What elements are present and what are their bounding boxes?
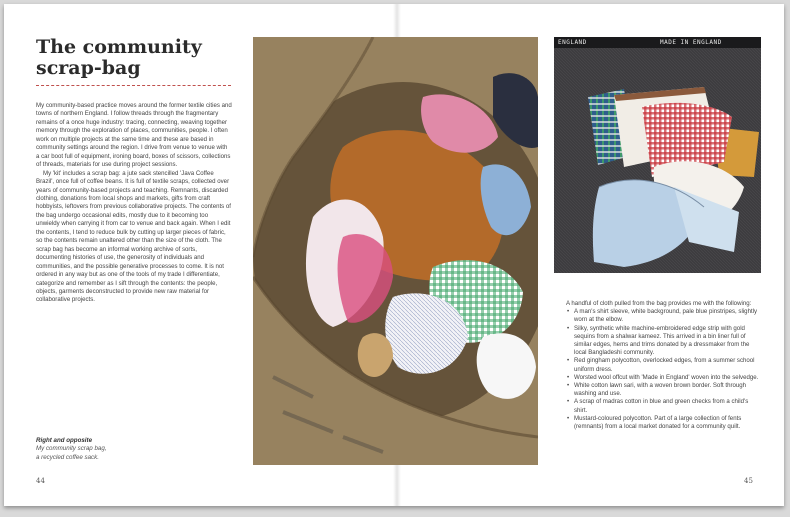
paragraph-2: My 'kit' includes a scrap bag: a jute sack stencilled 'Java Coffee Brazil', once full of coffee beans. It is full of textile scraps, collected over years of community-based projects and teaching. Remnants, discarded clothing, donations from local shops and markets, gifts from craft hobbyists, leftovers from previous collaborative projects. The contents of the bag undergo occasional edits, mostly due to it becoming too unwieldy when carrying it from car to venue and back again. When I edit the contents, I tend to reduce bulk by cutting up larger pieces of fabric, so the contents remain unaltered other than the size of the cloth. The scrap bag has become an informal working archive of sorts, documenting histories of use, the generosity of individuals and communities, and the possible generative processes to come. It is not ordered in any way but as one of the tools of my trade I differentiate, categorize and remember as I sift through the contents: the people, objects, garments deconstructed to provide new raw material for collaborative projects.	[36, 169, 231, 304]
list-item: • Silky, synthetic white machine-embroidered edge strip with gold sequins from a shalwar kameez. This arrived in a bin liner full of similar edges, hems and trims donated by a dressmaker from the local Bangladeshi community.	[574, 325, 762, 358]
list-item: • A scrap of madras cotton in blue and green checks from a child's shirt.	[574, 398, 762, 414]
selvedge-text-left: ENGLAND	[558, 39, 587, 46]
book-spread	[4, 4, 784, 506]
sack-photo-illustration	[253, 37, 538, 465]
fabric-board-illustration	[554, 37, 761, 273]
paragraph-1: My community-based practice moves around the former textile cities and towns of northern England. I follow threads through the fragmentary remains of a once huge industry: tracing, connecting, weaving together memory through the exploration of places, communities, people. I often work on multiple projects at the same time and these are based in community settings around the region. I drive from venue to venue with a car boot full of equipment, ironing board, boxes of scissors, collections of threads, materials for use during project sessions.	[36, 102, 232, 169]
body-text	[36, 102, 232, 305]
caption-text-line-2: a recycled coffee sack.	[36, 453, 99, 461]
list-item: • A man's shirt sleeve, white background, pale blue pinstripes, slightly worn at the elbow.	[574, 308, 762, 324]
sack-photo	[253, 37, 538, 465]
list-item: • Mustard-coloured polycotton. Part of a large collection of fents (remnants) from a local market donated for a community quilt.	[574, 415, 762, 431]
selvedge-text-right: MADE IN ENGLAND	[660, 39, 722, 46]
fabric-list	[566, 300, 762, 431]
page-number-right: 45	[744, 477, 753, 485]
page-number-left: 44	[36, 477, 45, 485]
caption-text-line-1: My community scrap bag,	[36, 445, 107, 453]
title-line-2: scrap-bag	[36, 57, 141, 79]
list-item: • Worsted wool offcut with 'Made in England' woven into the selvedge.	[574, 374, 762, 382]
title-divider	[36, 85, 231, 86]
caption-title: Right and opposite	[36, 437, 93, 444]
fabric-board-photo	[554, 37, 761, 273]
title-line-1: The community	[36, 36, 202, 58]
list-intro: A handful of cloth pulled from the bag provides me with the following:	[566, 300, 752, 307]
list-item: • Red gingham polycotton, overlocked edges, from a summer school uniform dress.	[574, 357, 762, 373]
fabric-list-items	[566, 308, 762, 431]
page-title	[36, 37, 246, 79]
photo-caption	[36, 437, 156, 462]
list-item: • White cotton lawn sari, with a woven brown border. Soft through washing and use.	[574, 382, 762, 398]
